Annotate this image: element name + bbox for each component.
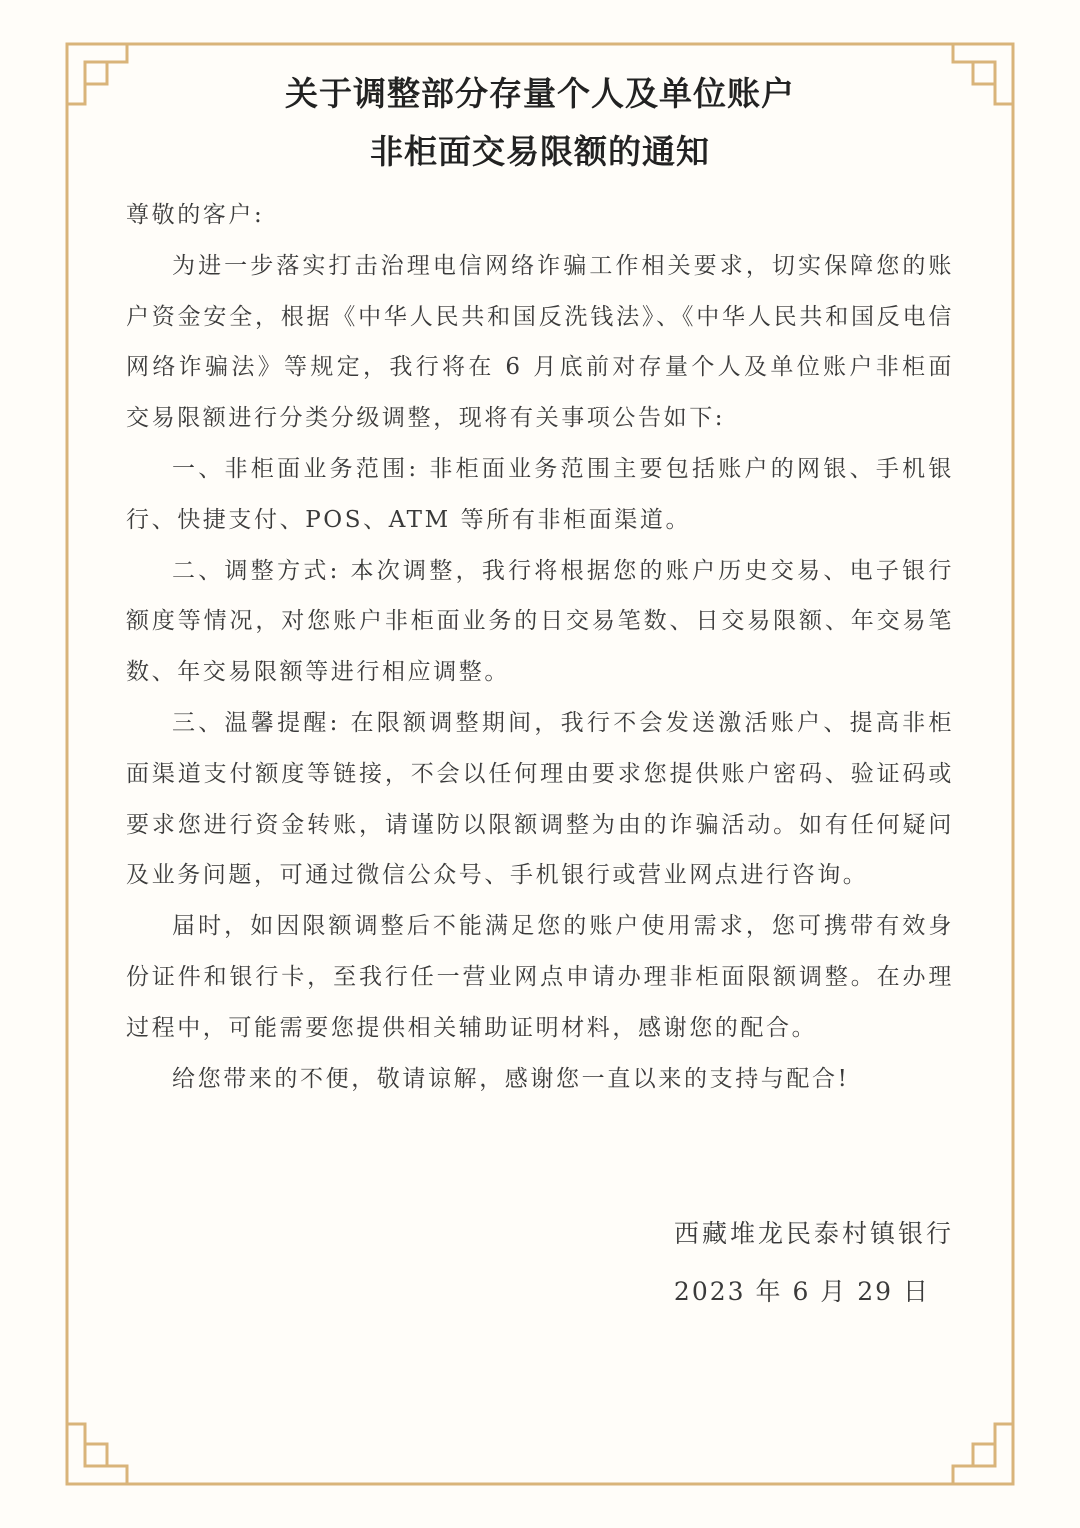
notice-title-line-1: 关于调整部分存量个人及单位账户 [285, 74, 795, 113]
corner-ornament-bottom-left [67, 1424, 127, 1484]
notice-title-line-2: 非柜面交易限额的通知 [370, 132, 710, 171]
salutation: 尊敬的客户: [126, 202, 265, 228]
paragraph-adjustment-method: 二、调整方式: 本次调整，我行将根据您的账户历史交易、电子银行额度等情况，对您账户非柜面业务的日交易笔数、日交易限额、年交易笔数、年交易限额等进行相应调整。 [126, 557, 954, 686]
bank-signature: 西藏堆龙民泰村镇银行 [673, 1219, 954, 1248]
paragraph-warning: 三、温馨提醒: 在限额调整期间，我行不会发送激活账户、提高非柜面渠道支付额度等链接，不会以任何理由要求您提供账户密码、验证码或要求您进行资金转账，请谨防以限额调整为由的诈骗活动。如有任何疑问及业务问题，可通过微信公众号、手机银行或营业网点进行咨询。 [126, 709, 954, 889]
paragraph-intro: 为进一步落实打击治理电信网络诈骗工作相关要求，切实保障您的账户资金安全，根据《中华人民共和国反洗钱法》、《中华人民共和国反电信网络诈骗法》等规定，我行将在 6 月底前对存量个人及单位账户非柜面交易限额进行分类分级调整，现将有关事项公告如下: [126, 252, 954, 432]
paragraph-closing: 给您带来的不便，敬请谅解，感谢您一直以来的支持与配合! [172, 1065, 850, 1092]
notice-date: 2023 年 6 月 29 日 [673, 1277, 930, 1306]
paragraph-limit-request: 届时，如因限额调整后不能满足您的账户使用需求，您可携带有效身份证件和银行卡，至我行任一营业网点申请办理非柜面限额调整。在办理过程中，可能需要您提供相关辅助证明材料，感谢您的配合。 [126, 913, 954, 1041]
notice-body [126, 190, 954, 1104]
paragraph-scope: 一、非柜面业务范围: 非柜面业务范围主要包括账户的网银、手机银行、快捷支付、POS、ATM 等所有非柜面渠道。 [126, 455, 954, 533]
corner-ornament-bottom-right [953, 1424, 1013, 1484]
